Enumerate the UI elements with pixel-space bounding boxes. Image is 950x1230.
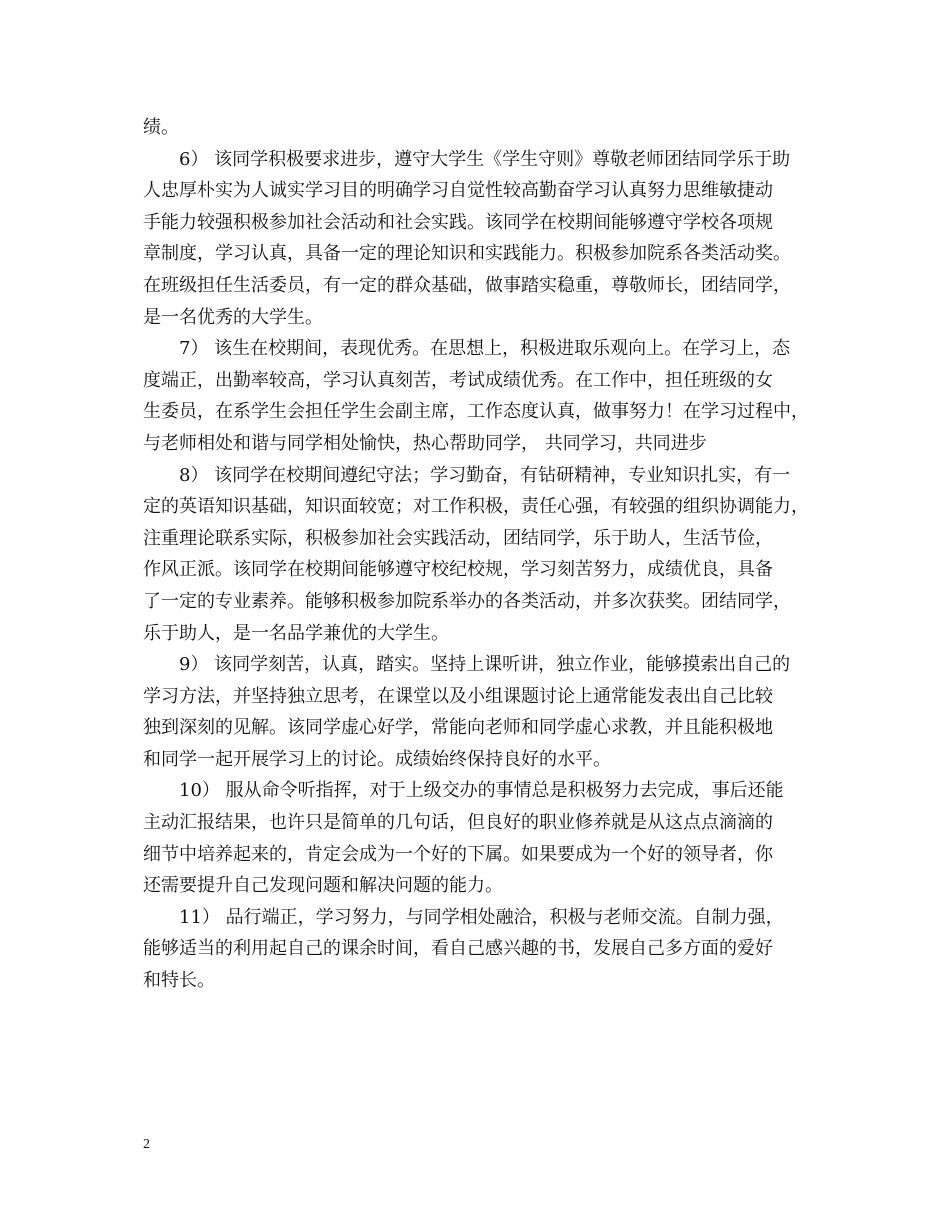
text-line: 学习方法，并坚持独立思考，在课堂以及小组课题讨论上通常能发表出自己比较 xyxy=(143,685,773,707)
paragraph-8-start: 8） 该同学在校期间遵纪守法；学习勤奋，有钻研精神，专业知识扎实，有一 xyxy=(179,464,791,486)
text-line: 能够适当的利用起自己的课余时间，看自己感兴趣的书，发展自己多方面的爱好 xyxy=(143,938,773,960)
text-line: 手能力较强积极参加社会活动和社会实践。该同学在校期间能够遵守学校各项规 xyxy=(143,211,773,233)
paragraph-11-start: 11） 品行端正，学习努力，与同学相处融洽，积极与老师交流。自制力强， xyxy=(179,906,784,928)
text-line: 乐于助人，是一名品学兼优的大学生。 xyxy=(143,622,449,644)
text-line: 作风正派。该同学在校期间能够遵守校纪校规，学习刻苦努力，成绩优良，具备 xyxy=(143,559,773,581)
text-line: 注重理论联系实际，积极参加社会实践活动，团结同学，乐于助人，生活节俭， xyxy=(143,527,773,549)
text-line: 度端正，出勤率较高，学习认真刻苦，考试成绩优秀。在工作中，担任班级的女 xyxy=(143,369,773,391)
text-line: 在班级担任生活委员，有一定的群众基础，做事踏实稳重，尊敬师长，团结同学， xyxy=(143,274,791,296)
text-line: 是一名优秀的大学生。 xyxy=(143,306,323,328)
paragraph-10-start: 10） 服从命令听指挥，对于上级交办的事情总是积极努力去完成，事后还能 xyxy=(179,780,784,802)
text-line: 生委员，在系学生会担任学生会副主席，工作态度认真，做事努力！在学习过程中， xyxy=(143,401,809,423)
text-line: 定的英语知识基础，知识面较宽；对工作积极，责任心强，有较强的组织协调能力， xyxy=(143,496,809,518)
document-body xyxy=(143,112,813,997)
paragraph-7-start: 7） 该生在校期间，表现优秀。在思想上，积极进取乐观向上。在学习上，态 xyxy=(179,338,791,360)
text-line: 细节中培养起来的，肯定会成为一个好的下属。如果要成为一个好的领导者，你 xyxy=(143,843,773,865)
text-line: 独到深刻的见解。该同学虚心好学，常能向老师和同学虚心求教，并且能积极地 xyxy=(143,717,773,739)
text-line: 和特长。 xyxy=(143,970,215,992)
text-line: 主动汇报结果，也许只是简单的几句话，但良好的职业修养就是从这点点滴滴的 xyxy=(143,812,773,834)
text-line: 章制度，学习认真，具备一定的理论知识和实践能力。积极参加院系各类活动奖。 xyxy=(143,243,791,265)
text-line: 人忠厚朴实为人诚实学习目的明确学习自觉性较高勤奋学习认真努力思维敏捷动 xyxy=(143,180,773,202)
text-line: 与老师相处和谐与同学相处愉快，热心帮助同学， 共同学习，共同进步 xyxy=(143,432,707,454)
paragraph-6-start: 6） 该同学积极要求进步，遵守大学生《学生守则》尊敬老师团结同学乐于助 xyxy=(179,148,791,170)
page-number: 2 xyxy=(143,1137,150,1152)
text-line: 还需要提升自己发现问题和解决问题的能力。 xyxy=(143,875,503,897)
text-line: 了一定的专业素养。能够积极参加院系举办的各类活动，并多次获奖。团结同学， xyxy=(143,590,791,612)
text-line: 绩。 xyxy=(143,117,179,138)
paragraph-9-start: 9） 该同学刻苦，认真，踏实。坚持上课听讲，独立作业，能够摸索出自己的 xyxy=(179,654,791,676)
text-line: 和同学一起开展学习上的讨论。成绩始终保持良好的水平。 xyxy=(143,748,611,770)
